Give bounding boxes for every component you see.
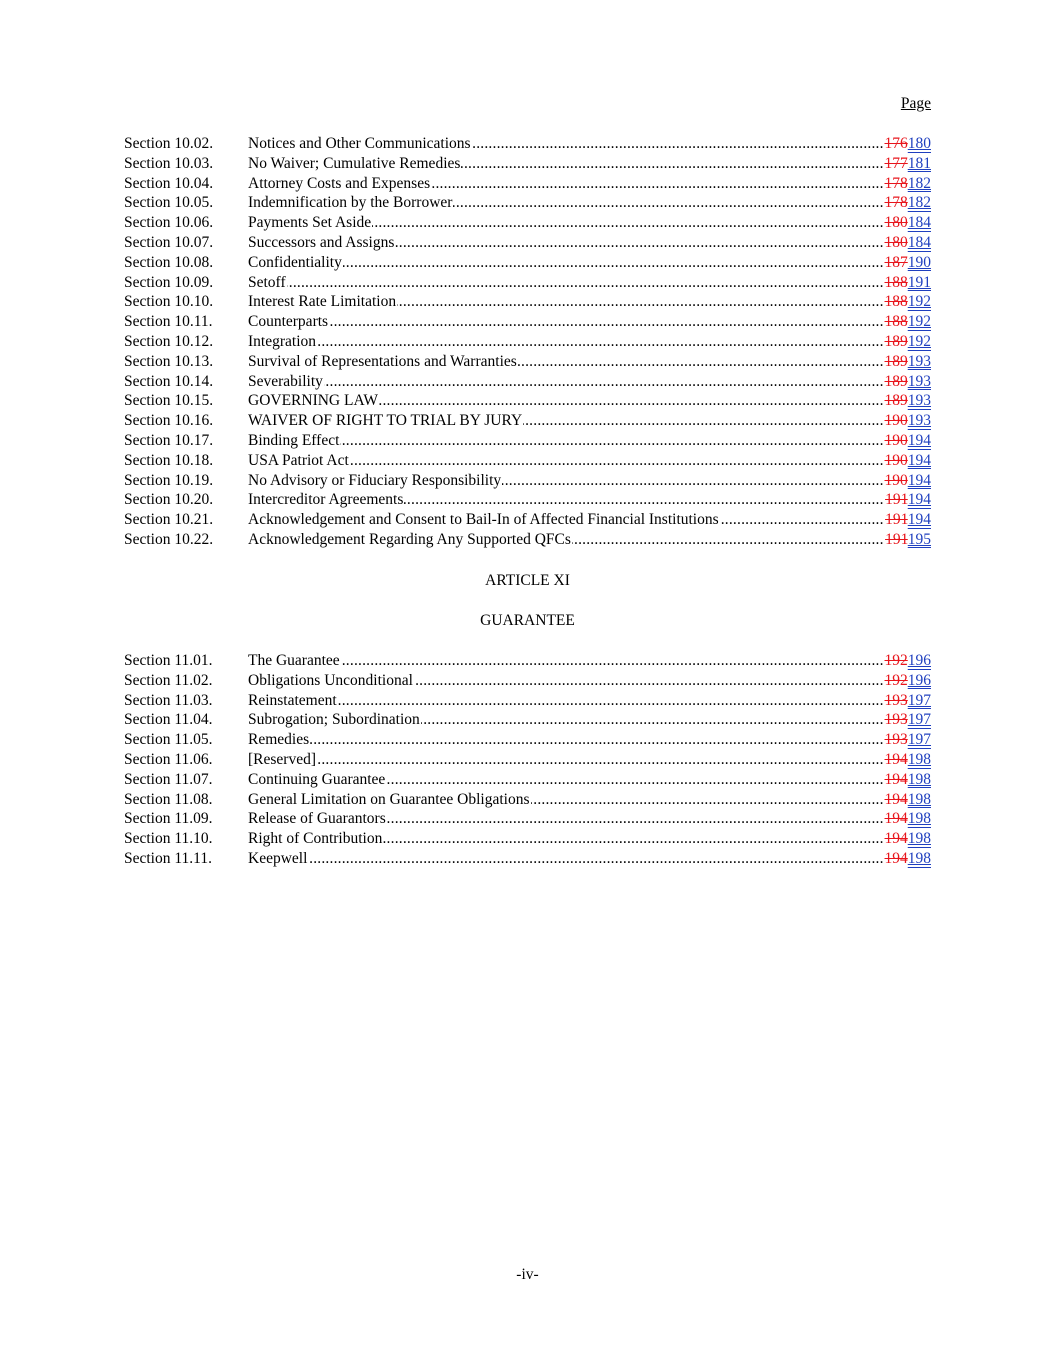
section-title-leader [248,790,884,810]
inserted-page-link[interactable]: 191 [907,273,931,291]
section-title-leader [248,451,884,471]
section-title: WAIVER OF RIGHT TO TRIAL BY JURY [248,412,523,430]
deleted-page-number: 178 [884,194,908,212]
toc-entry[interactable] [124,431,931,451]
deleted-page-number: 194 [884,790,908,808]
page-reference [884,391,932,411]
page-reference [884,134,932,154]
section-title: Setoff [248,273,286,291]
deleted-page-number: 194 [884,830,908,848]
page-reference [884,530,931,550]
section-title-leader [248,710,884,730]
toc-article-11-list [124,651,931,869]
section-number: Section 10.16. [124,412,214,430]
section-title-leader [248,233,884,253]
section-title: Survival of Representations and Warranties [248,352,517,370]
section-title: Acknowledgement and Consent to Bail-In of Affected Financial Institutions [248,511,719,529]
article-title: GUARANTEE [480,612,575,629]
section-number: Section 10.03. [124,154,214,172]
section-title-leader [248,730,884,750]
toc-entry[interactable] [124,671,931,691]
section-title-leader [248,154,884,174]
inserted-page-link[interactable]: 184 [907,233,931,251]
deleted-page-number: 192 [884,671,908,689]
inserted-page-link[interactable]: 192 [907,332,931,350]
inserted-page-link[interactable]: 195 [907,530,931,548]
section-title: Right of Contribution [248,830,383,848]
section-title-leader [248,431,884,451]
section-number: Section 11.01. [124,652,213,669]
page-reference [884,710,932,730]
page-reference [884,671,932,691]
deleted-page-number: 194 [884,770,908,788]
section-number: Section 11.02. [124,671,213,689]
page-reference [884,193,932,213]
inserted-page-link[interactable]: 184 [907,214,931,232]
deleted-page-number: 188 [884,273,908,291]
section-number: Section 10.22. [124,530,214,548]
page-reference [884,253,932,273]
section-title-leader [248,134,884,154]
section-title-leader [248,530,884,550]
section-title-leader [248,352,884,372]
section-title-leader [248,651,884,671]
section-title-leader [248,213,884,233]
section-title-leader [248,411,884,431]
toc-entry[interactable] [124,332,931,352]
deleted-page-number: 188 [884,313,908,331]
toc-entry[interactable] [124,790,931,810]
section-number: Section 10.09. [124,273,214,291]
section-number: Section 10.07. [124,233,214,251]
toc-entry[interactable] [124,233,931,253]
section-number: Section 11.08. [124,790,213,808]
inserted-page-link[interactable]: 198 [907,810,931,828]
section-number: Section 11.06. [124,750,213,768]
section-title: [Reserved] [248,750,316,768]
section-title: Integration [248,332,317,350]
deleted-page-number: 176 [884,135,908,152]
section-title-leader [248,471,884,491]
section-title: Release of Guarantors [248,810,386,828]
section-number: Section 10.17. [124,431,214,449]
toc-entry[interactable] [124,174,931,194]
toc-entry[interactable] [124,391,931,411]
deleted-page-number: 188 [884,293,908,311]
page-reference [884,471,932,491]
section-number: Section 11.03. [124,691,213,709]
page-reference [884,332,932,352]
deleted-page-number: 191 [885,491,908,509]
deleted-page-number: 191 [885,511,908,529]
deleted-page-number: 190 [884,471,908,489]
deleted-page-number: 190 [884,412,908,430]
toc-entry[interactable] [124,352,931,372]
section-number: Section 10.02. [124,135,214,152]
toc-entry[interactable] [124,292,931,312]
deleted-page-number: 189 [884,352,908,370]
toc-entry[interactable] [124,809,931,829]
page-reference [884,451,932,471]
page-reference [884,352,932,372]
deleted-page-number: 189 [884,332,908,350]
deleted-page-number: 193 [884,711,908,729]
section-title-leader [248,671,884,691]
toc-entry[interactable] [124,710,931,730]
toc-entry[interactable] [124,273,931,293]
article-heading: ARTICLE XI [485,572,570,589]
deleted-page-number: 193 [884,731,908,749]
page-column-label: Page [900,95,931,112]
inserted-page-link[interactable]: 196 [907,671,931,689]
section-number: Section 10.08. [124,253,214,271]
section-title: Indemnification by the Borrower [248,194,453,212]
toc-entry[interactable] [124,490,931,510]
inserted-page-link[interactable]: 193 [907,352,931,370]
section-title: The Guarantee [248,652,340,669]
section-title-leader [248,253,884,273]
page-reference [884,510,931,530]
toc-entry[interactable] [124,253,931,273]
section-number: Section 10.11. [124,313,213,331]
section-title: Acknowledgement Regarding Any Supported QFCs [248,530,571,548]
section-title: Payments Set Aside [248,214,372,232]
section-title: Intercreditor Agreements [248,491,404,509]
toc-entry[interactable] [124,829,931,849]
toc-entry[interactable] [124,411,931,431]
inserted-page-link[interactable]: 193 [907,412,931,430]
deleted-page-number: 180 [884,233,908,251]
toc-entry[interactable] [124,471,931,491]
section-title: General Limitation on Guarantee Obligations [248,790,530,808]
section-number: Section 11.11. [124,849,212,867]
section-title-leader [248,809,884,829]
section-title: No Waiver; Cumulative Remedies [248,154,461,172]
page-reference [884,174,932,194]
inserted-page-link[interactable]: 182 [907,194,931,212]
inserted-page-link[interactable]: 196 [907,652,931,669]
deleted-page-number: 187 [884,253,908,271]
deleted-page-number: 177 [884,154,908,172]
toc-entry[interactable] [124,651,931,671]
section-number: Section 10.18. [124,451,214,469]
section-title: Confidentiality [248,253,342,271]
page-reference [884,790,932,810]
section-title: Counterparts [248,313,329,331]
toc-entry[interactable] [124,154,931,174]
inserted-page-link[interactable]: 180 [907,135,931,152]
section-title: USA Patriot Act [248,451,349,469]
inserted-page-link[interactable]: 198 [907,830,931,848]
inserted-page-link[interactable]: 194 [907,511,931,529]
page-reference [884,770,932,790]
section-number: Section 10.06. [124,214,214,232]
section-title-leader [248,849,884,869]
toc-entry[interactable] [124,510,931,530]
deleted-page-number: 189 [884,392,908,410]
deleted-page-number: 194 [884,750,908,768]
deleted-page-number: 190 [884,431,908,449]
section-number: Section 11.09. [124,810,213,828]
section-number: Section 10.13. [124,352,214,370]
section-title: Notices and Other Communications [248,135,471,152]
inserted-page-link[interactable]: 194 [907,491,931,509]
section-title: Obligations Unconditional [248,671,413,689]
inserted-page-link[interactable]: 182 [907,174,931,192]
toc-entry[interactable] [124,530,931,550]
inserted-page-link[interactable]: 198 [907,849,931,867]
section-title-leader [248,193,884,213]
section-title: Attorney Costs and Expenses [248,174,431,192]
page-reference [884,750,932,770]
section-title: Severability [248,372,323,390]
section-title-leader [248,510,884,530]
page-reference [884,233,932,253]
deleted-page-number: 194 [884,849,908,867]
inserted-page-link[interactable]: 198 [907,790,931,808]
page-reference [884,154,932,174]
section-title-leader [248,750,884,770]
toc-entry[interactable] [124,134,931,154]
section-title-leader [248,273,884,293]
inserted-page-link[interactable]: 190 [907,253,931,271]
section-title: Interest Rate Limitation [248,293,397,311]
section-title: Remedies [248,731,310,749]
deleted-page-number: 191 [885,530,908,548]
section-title-leader [248,332,884,352]
toc-entry[interactable] [124,770,931,790]
section-number: Section 11.07. [124,770,213,788]
section-title: Keepwell [248,849,308,867]
inserted-page-link[interactable]: 197 [907,731,931,749]
section-number: Section 10.21. [124,511,214,529]
page-reference [884,273,932,293]
section-title: Reinstatement [248,691,337,709]
page-reference [884,411,932,431]
section-number: Section 10.04. [124,174,214,192]
page-reference [884,691,932,711]
toc-entry[interactable] [124,730,931,750]
page-reference [884,651,932,671]
page-reference [884,809,932,829]
section-number: Section 11.05. [124,731,213,749]
section-number: Section 10.19. [124,471,214,489]
toc-entry[interactable] [124,213,931,233]
toc-entry[interactable] [124,193,931,213]
section-title-leader [248,691,884,711]
toc-article-10-list [124,134,931,550]
section-number: Section 11.10. [124,830,213,848]
section-number: Section 10.14. [124,372,214,390]
inserted-page-link[interactable]: 194 [907,431,931,449]
page-reference [884,730,932,750]
deleted-page-number: 193 [884,691,908,709]
toc-entry[interactable] [124,849,931,869]
section-title: No Advisory or Fiduciary Responsibility [248,471,502,489]
section-title-leader [248,490,884,510]
toc-entry[interactable] [124,750,931,770]
deleted-page-number: 192 [884,652,908,669]
inserted-page-link[interactable]: 193 [907,372,931,390]
section-number: Section 10.20. [124,491,214,509]
inserted-page-link[interactable]: 198 [907,750,931,768]
section-title: Successors and Assigns [248,233,395,251]
inserted-page-link[interactable]: 192 [907,313,931,331]
section-number: Section 10.10. [124,293,214,311]
inserted-page-link[interactable]: 193 [907,392,931,410]
section-number: Section 11.04. [124,711,213,729]
section-title: Binding Effect [248,431,340,449]
section-number: Section 10.05. [124,194,214,212]
section-title-leader [248,292,884,312]
section-title-leader [248,372,884,392]
deleted-page-number: 180 [884,214,908,232]
section-title-leader [248,391,884,411]
page-reference [884,849,932,869]
toc-entry[interactable] [124,372,931,392]
page-reference [884,213,932,233]
inserted-page-link[interactable]: 181 [907,154,931,172]
page-reference [884,292,932,312]
page-reference [884,829,932,849]
section-title-leader [248,770,884,790]
deleted-page-number: 194 [884,810,908,828]
toc-entry[interactable] [124,312,931,332]
section-title-leader [248,829,884,849]
deleted-page-number: 178 [884,174,908,192]
toc-entry[interactable] [124,451,931,471]
section-title: Continuing Guarantee [248,770,386,788]
page-reference [884,372,932,392]
inserted-page-link[interactable]: 198 [907,770,931,788]
toc-entry[interactable] [124,691,931,711]
inserted-page-link[interactable]: 192 [907,293,931,311]
page-reference [884,490,931,510]
inserted-page-link[interactable]: 194 [907,451,931,469]
section-number: Section 10.12. [124,332,214,350]
section-title-leader [248,312,884,332]
page-reference [884,431,932,451]
section-title: Subrogation; Subordination [248,711,420,729]
section-number: Section 10.15. [124,392,214,410]
deleted-page-number: 189 [884,372,908,390]
section-title: GOVERNING LAW [248,392,379,410]
page-reference [884,312,932,332]
inserted-page-link[interactable]: 197 [907,711,931,729]
deleted-page-number: 190 [884,451,908,469]
inserted-page-link[interactable]: 197 [907,691,931,709]
section-title-leader [248,174,884,194]
page-number-footer: -iv- [516,1266,539,1283]
inserted-page-link[interactable]: 194 [907,471,931,489]
